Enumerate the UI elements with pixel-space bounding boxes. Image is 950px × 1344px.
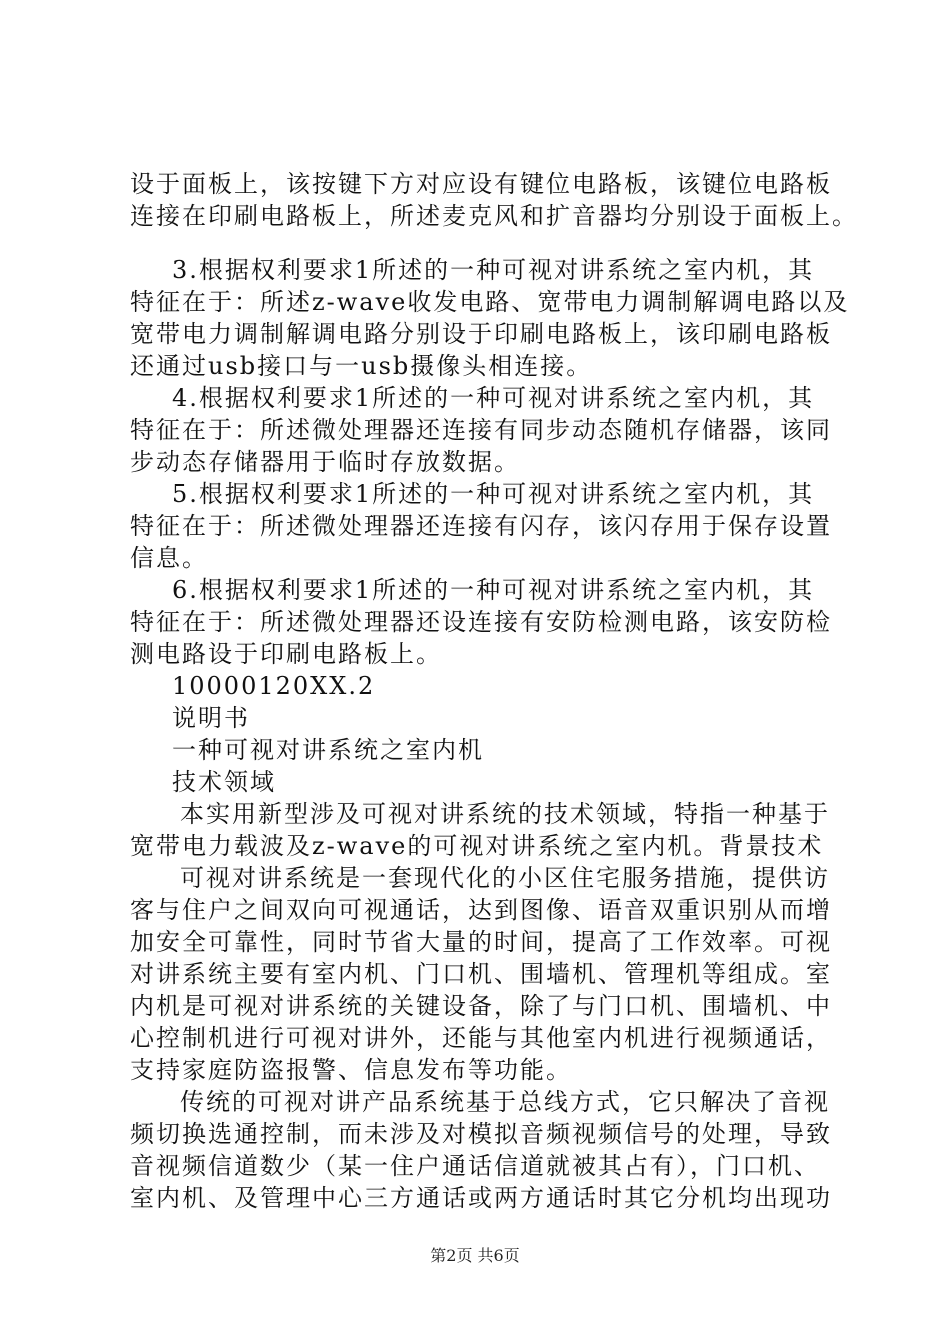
text-line: 5.根据权利要求1所述的一种可视对讲系统之室内机，其 — [172, 480, 815, 508]
text-line: 可视对讲系统是一套现代化的小区住宅服务措施，提供访 — [180, 864, 830, 892]
text-line: 6.根据权利要求1所述的一种可视对讲系统之室内机，其 — [172, 576, 815, 604]
text-line: 设于面板上，该按键下方对应设有键位电路板，该键位电路板 — [130, 170, 832, 198]
document-body — [130, 168, 858, 1214]
text-line: 一种可视对讲系统之室内机 — [172, 736, 484, 764]
text-line: 4.根据权利要求1所述的一种可视对讲系统之室内机，其 — [172, 384, 815, 412]
text-line: 心控制机进行可视对讲外，还能与其他室内机进行视频通话， — [130, 1024, 832, 1052]
text-line: 对讲系统主要有室内机、门口机、围墙机、管理机等组成。室 — [130, 960, 832, 988]
text-line: 宽带电力载波及z-wave的可视对讲系统之室内机。背景技术 — [130, 832, 824, 860]
text-line: 特征在于：所述z-wave收发电路、宽带电力调制解调电路以及 — [130, 288, 850, 316]
text-line: 特征在于：所述微处理器还设连接有安防检测电路，该安防检 — [130, 608, 832, 636]
text-line: 还通过usb接口与一usb摄像头相连接。 — [130, 352, 593, 380]
text-line: 加安全可靠性，同时节省大量的时间，提高了工作效率。可视 — [130, 928, 832, 956]
text-line: 说明书 — [172, 704, 250, 732]
text-line: 内机是可视对讲系统的关键设备，除了与门口机、围墙机、中 — [130, 992, 832, 1020]
text-line: 客与住户之间双向可视通话，达到图像、语音双重识别从而增 — [130, 896, 832, 924]
text-line: 频切换选通控制，而未涉及对模拟音频视频信号的处理，导致 — [130, 1120, 832, 1148]
text-line: 特征在于：所述微处理器还连接有同步动态随机存储器，该同 — [130, 416, 832, 444]
main-text — [130, 254, 850, 1214]
text-line: 特征在于：所述微处理器还连接有闪存，该闪存用于保存设置 — [130, 512, 832, 540]
text-line: 室内机、及管理中心三方通话或两方通话时其它分机均出现功 — [130, 1184, 832, 1212]
page-footer: 第2页 共6页 — [430, 1246, 520, 1265]
paragraph-gap — [130, 232, 830, 254]
text-line: 支持家庭防盗报警、信息发布等功能。 — [130, 1056, 572, 1084]
text-line: 10000120XX.2 — [172, 672, 376, 700]
text-line: 测电路设于印刷电路板上。 — [130, 640, 442, 668]
text-line: 宽带电力调制解调电路分别设于印刷电路板上，该印刷电路板 — [130, 320, 832, 348]
text-line: 传统的可视对讲产品系统基于总线方式，它只解决了音视 — [180, 1088, 830, 1116]
text-line: 步动态存储器用于临时存放数据。 — [130, 448, 520, 476]
text-line: 连接在印刷电路板上，所述麦克风和扩音器均分别设于面板上。 — [130, 202, 858, 230]
text-line: 本实用新型涉及可视对讲系统的技术领域，特指一种基于 — [180, 800, 830, 828]
text-line: 技术领域 — [172, 768, 276, 796]
text-line: 音视频信道数少（某一住户通话信道就被其占有），门口机、 — [130, 1152, 820, 1180]
text-line: 3.根据权利要求1所述的一种可视对讲系统之室内机，其 — [172, 256, 815, 284]
text-line: 信息。 — [130, 544, 208, 572]
